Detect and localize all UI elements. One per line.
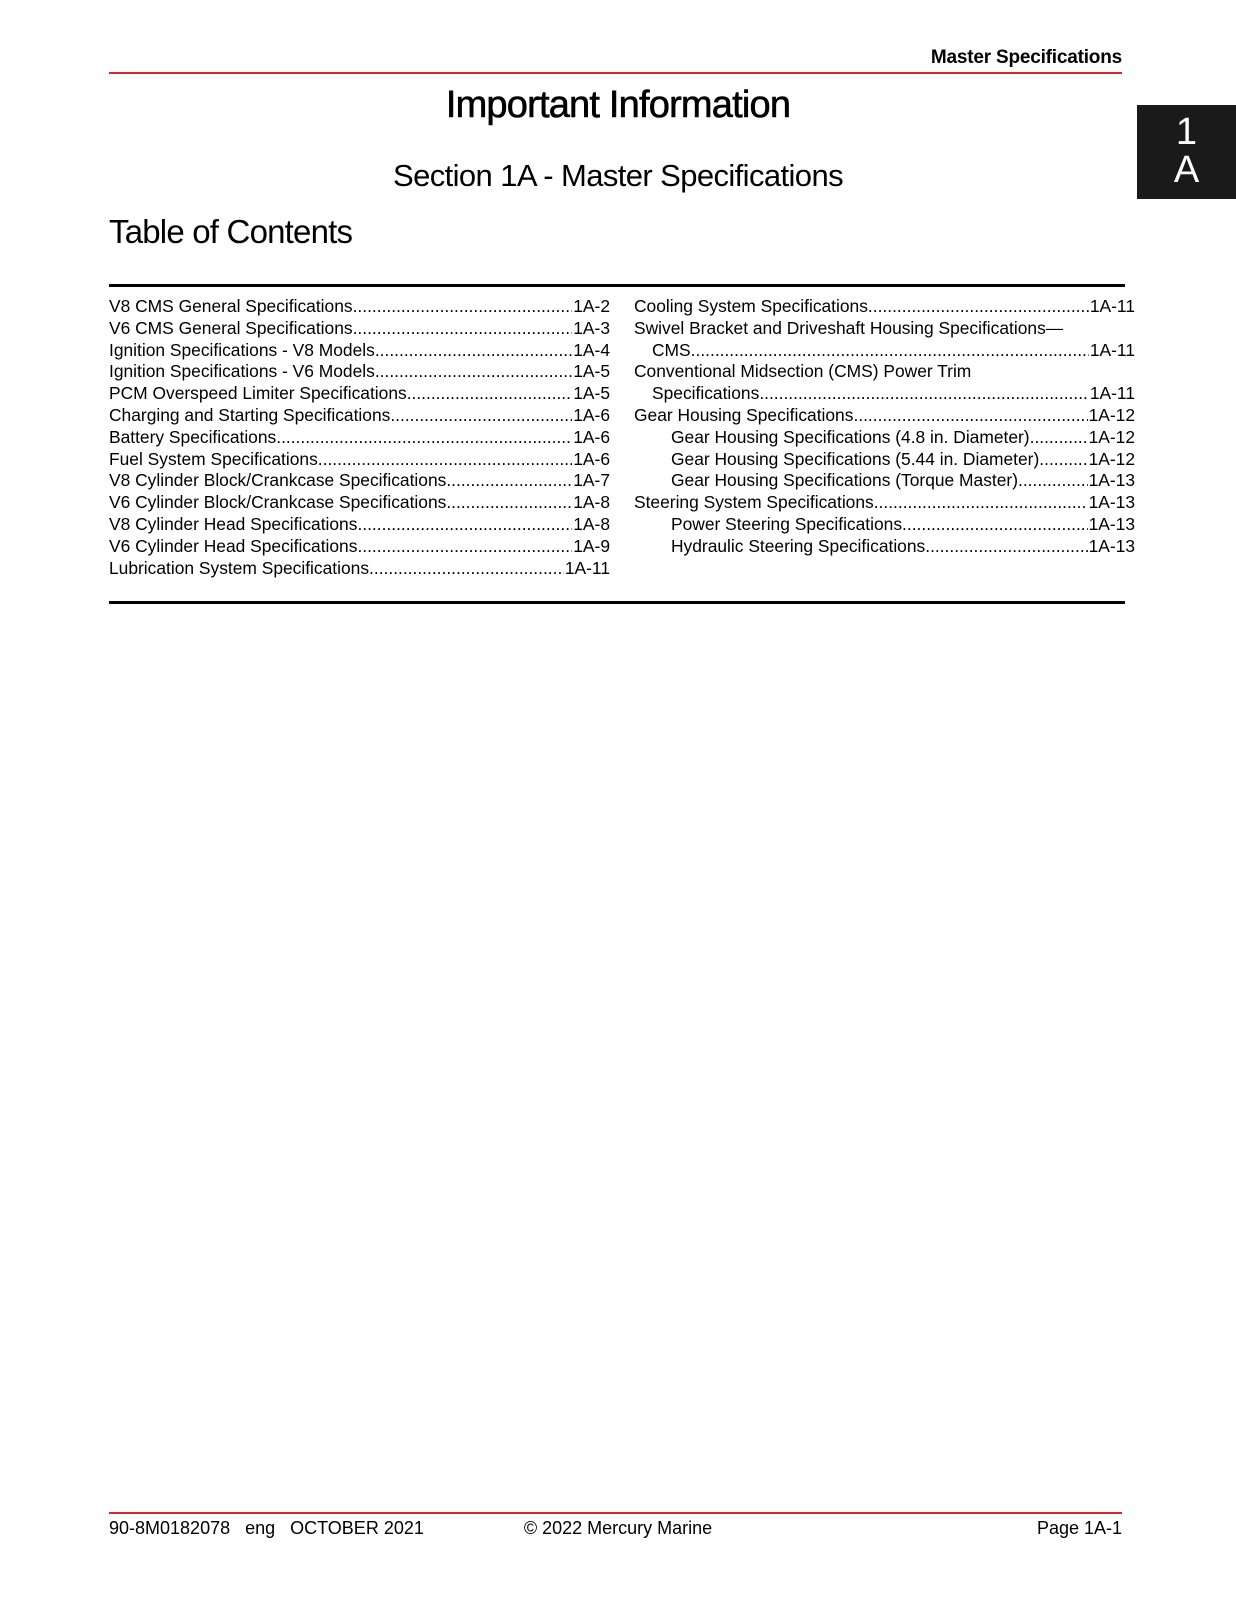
toc-subentry-gear-5-44[interactable] [634, 449, 1135, 471]
toc-entry-page: 1A-7 [573, 470, 610, 491]
toc-entry-page: 1A-11 [1089, 296, 1135, 316]
toc-entry-title: Swivel Bracket and Driveshaft Housing Specifications— [634, 317, 1064, 338]
toc-entry-title: PCM Overspeed Limiter Specifications [109, 383, 407, 404]
toc-entry-page: 1A-11 [1089, 339, 1135, 360]
toc-entry-page: 1A-12 [1088, 426, 1135, 447]
toc-leader [375, 340, 572, 362]
toc-subentry-hydraulic-steering[interactable] [634, 536, 1135, 558]
toc-entry-title: Charging and Starting Specifications [109, 404, 391, 425]
toc-leader [446, 470, 572, 492]
toc-leader [925, 536, 1087, 558]
toc-entry-title: Fuel System Specifications [109, 448, 318, 469]
toc-entry[interactable] [109, 449, 610, 471]
toc-entry[interactable] [109, 427, 610, 449]
toc-leader [1018, 470, 1088, 492]
toc-leader [759, 383, 1089, 405]
toc-right-column [634, 296, 1135, 558]
toc-entry[interactable] [109, 296, 610, 318]
toc-entry-gear-housing[interactable] [634, 405, 1135, 427]
toc-entry-title: V8 Cylinder Head Specifications [109, 513, 358, 534]
toc-entry-title: Ignition Specifications - V8 Models [109, 339, 375, 360]
toc-leader [357, 536, 572, 558]
toc-leader [874, 492, 1088, 514]
toc-leader [357, 514, 572, 536]
toc-entry-swivel-line1[interactable] [634, 318, 1135, 340]
toc-entry-page: 1A-5 [573, 383, 610, 404]
toc-entry-title: Gear Housing Specifications (Torque Master) [671, 470, 1018, 491]
toc-leader [868, 296, 1089, 318]
toc-entry[interactable] [109, 492, 610, 514]
toc-entry-page: 1A-12 [1088, 404, 1135, 425]
toc-entry-page: 1A-13 [1088, 535, 1135, 556]
toc-leader [691, 340, 1089, 362]
toc-entry-title: Ignition Specifications - V6 Models [109, 361, 375, 382]
toc-entry[interactable] [109, 318, 610, 340]
toc-leader [318, 449, 572, 471]
toc-entry-page: 1A-11 [564, 557, 610, 578]
toc-entry-title-continued: Specifications [652, 383, 760, 404]
toc-leader [902, 514, 1088, 536]
toc-leader [353, 318, 573, 340]
toc-entry-title: V8 CMS General Specifications [109, 296, 353, 316]
toc-entry-title: Hydraulic Steering Specifications [671, 535, 926, 556]
toc-entry-trim-line2[interactable] [634, 383, 1135, 405]
toc-entry-page: 1A-4 [573, 339, 610, 360]
toc-entry-title: Conventional Midsection (CMS) Power Trim [634, 361, 972, 382]
toc-entry[interactable] [109, 558, 610, 580]
toc-entry-cooling[interactable] [634, 296, 1135, 318]
toc-leader [853, 405, 1087, 427]
toc-entry-page: 1A-12 [1088, 448, 1135, 469]
toc-leader [353, 296, 573, 318]
toc-entry-title: V6 CMS General Specifications [109, 317, 353, 338]
footer-copyright: © 2022 Mercury Marine [523, 1518, 713, 1538]
toc-entry-page: 1A-13 [1088, 470, 1135, 491]
toc-entry-page: 1A-6 [573, 426, 610, 447]
footer-page-number: Page 1A-1 [1036, 1518, 1122, 1538]
toc-entry-page: 1A-8 [573, 492, 610, 513]
toc-bottom-rule [109, 601, 1125, 604]
toc-top-rule [109, 284, 1125, 287]
toc-entry[interactable] [109, 383, 610, 405]
toc-entry-page: 1A-5 [573, 361, 610, 382]
toc-heading: Table of Contents [109, 213, 353, 250]
toc-leader [1039, 449, 1087, 471]
toc-entry-page: 1A-13 [1088, 513, 1135, 534]
toc-entry-page: 1A-6 [573, 448, 610, 469]
toc-entry-page: 1A-8 [573, 513, 610, 534]
header-red-rule [109, 72, 1122, 74]
section-title: Section 1A - Master Specifications [393, 158, 843, 193]
toc-entry-title: Gear Housing Specifications [634, 404, 854, 425]
toc-left-column [109, 296, 610, 579]
toc-subentry-power-steering[interactable] [634, 514, 1135, 536]
toc-entry[interactable] [109, 405, 610, 427]
toc-entry-page: 1A-11 [1089, 383, 1135, 404]
toc-entry-page: 1A-3 [573, 317, 610, 338]
toc-entry-title: Gear Housing Specifications (5.44 in. Diameter) [671, 448, 1040, 469]
toc-entry-page: 1A-6 [573, 404, 610, 425]
toc-entry[interactable] [109, 470, 610, 492]
toc-entry[interactable] [109, 536, 610, 558]
footer-red-rule [109, 1512, 1122, 1514]
running-header-title: Master Specifications [930, 47, 1122, 68]
toc-leader [407, 383, 573, 405]
toc-entry[interactable] [109, 514, 610, 536]
toc-entry-page: 1A-9 [573, 535, 610, 556]
section-tab-letter: A [1173, 149, 1200, 191]
toc-subentry-gear-4-8[interactable] [634, 427, 1135, 449]
toc-entry-title: V8 Cylinder Block/Crankcase Specifications [109, 470, 447, 491]
toc-leader [1030, 427, 1088, 449]
toc-leader [375, 361, 572, 383]
toc-leader [276, 427, 572, 449]
toc-entry-title: Gear Housing Specifications (4.8 in. Diameter) [671, 426, 1030, 447]
toc-entry-title: V6 Cylinder Head Specifications [109, 535, 358, 556]
toc-leader [390, 405, 572, 427]
footer-doc-number: 90-8M0182078 eng OCTOBER 2021 [109, 1518, 424, 1538]
toc-entry[interactable] [109, 361, 610, 383]
toc-entry-title: V6 Cylinder Block/Crankcase Specifications [109, 492, 447, 513]
toc-entry-page: 1A-2 [573, 296, 610, 316]
toc-entry-swivel-line2[interactable] [634, 340, 1135, 362]
toc-entry-title: Cooling System Specifications [634, 296, 868, 316]
toc-entry-title: Lubrication System Specifications [109, 557, 370, 578]
toc-entry-steering[interactable] [634, 492, 1135, 514]
toc-leader [446, 492, 572, 514]
toc-subentry-gear-torque-master[interactable] [634, 470, 1135, 492]
toc-entry[interactable] [109, 340, 610, 362]
toc-entry-title: Power Steering Specifications [671, 513, 903, 534]
toc-entry-title-continued: CMS [652, 339, 691, 360]
toc-entry-trim-line1[interactable] [634, 361, 1135, 383]
page-title: Important Information [445, 84, 791, 126]
toc-entry-title: Battery Specifications [109, 426, 277, 447]
section-tab-number: 1 [1175, 111, 1198, 153]
toc-entry-title: Steering System Specifications [634, 492, 874, 513]
toc-entry-page: 1A-13 [1088, 492, 1135, 513]
toc-leader [369, 558, 564, 580]
